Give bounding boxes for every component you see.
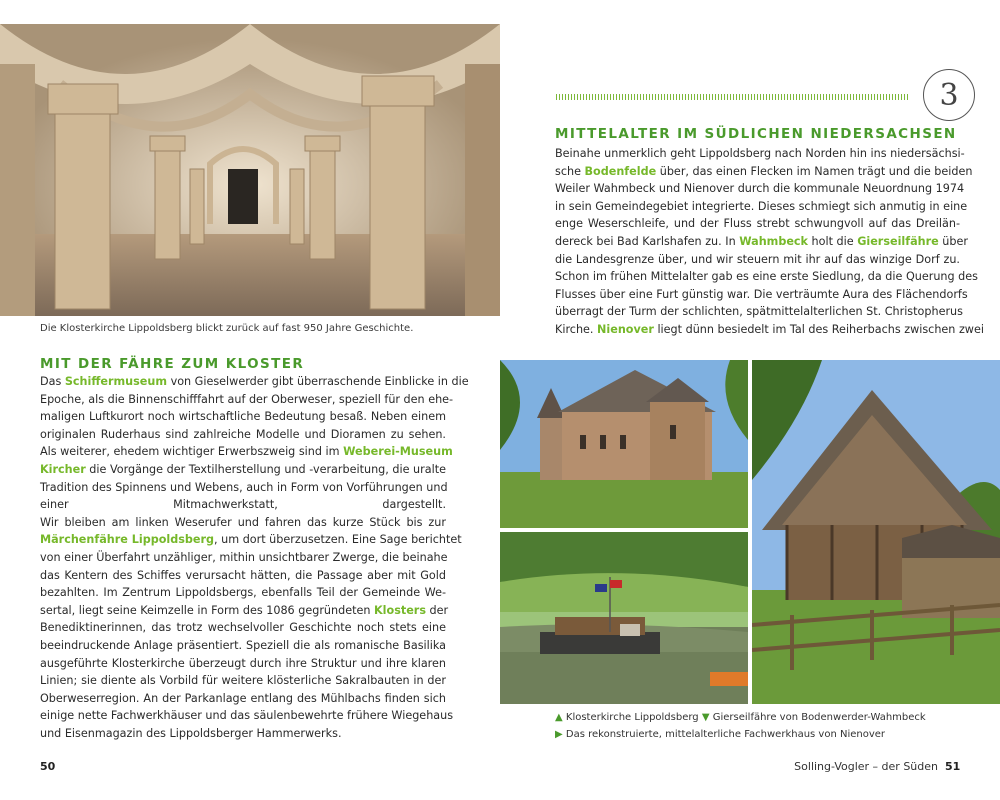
left-body-line [40, 707, 454, 725]
text-run: und Eisenmagazin des Lippoldsberger Hammerwerks. [40, 726, 342, 740]
triangle-down-icon: ▼ [701, 712, 710, 723]
text-run: Benediktinerinnen, das trotz wechselvoller Geschichte noch stets eine [40, 621, 446, 635]
text-run: maligen Luftkurort noch wirtschaftliche Bedeutung besaß. Neben einem [40, 410, 446, 424]
left-body-line [40, 443, 453, 461]
text-run: das Kentern des Schiffes verursacht hätten, die Passage aber mit Gold [40, 568, 446, 582]
text-run: sche [555, 164, 585, 178]
highlighted-place-name: Klosters [374, 603, 426, 617]
photo-caption-top [555, 712, 926, 723]
text-run: Beinahe unmerklich geht Lippoldsberg nach Norden hin ins niedersächsi- [555, 147, 965, 160]
highlighted-place-name: Weberei-Museum [343, 445, 453, 459]
text-run: überragt der Turm der schlichten, spätmittelalterlichen St. Christopherus [555, 305, 963, 319]
text-run: über, das einen Flecken im Namen trägt und die beiden [656, 164, 973, 178]
page-number-left: 50 [40, 760, 56, 773]
right-body-line [555, 268, 978, 286]
text-run: originalen Ruderhaus sind zahlreiche Modelle und Dioramen zu sehen. [40, 427, 446, 441]
text-run: die Vorgänge der Textilherstellung und -verarbeitung, die uralte [85, 462, 446, 476]
dotted-rule [556, 94, 908, 100]
right-body-line [555, 233, 968, 251]
left-body-line [40, 531, 462, 549]
highlighted-place-name: Kircher [40, 462, 86, 476]
church-photo [500, 360, 748, 528]
left-body-line [40, 725, 446, 743]
text-run: holt die [808, 234, 858, 248]
left-body-line [40, 690, 446, 708]
left-body-line [40, 461, 446, 479]
right-body-line [555, 215, 960, 233]
left-body-line [40, 408, 446, 426]
left-body-line [40, 373, 469, 391]
left-body-line [40, 391, 454, 409]
triangle-right-icon: ▶ [555, 729, 563, 740]
left-body-line [40, 602, 449, 620]
left-body-line [40, 584, 446, 602]
photo-caption-bottom [555, 729, 885, 740]
caption-church: Klosterkirche Lippoldsberg [565, 712, 699, 723]
right-body-line [555, 163, 973, 181]
left-body-text [40, 373, 469, 742]
triangle-up-icon: ▲ [555, 712, 563, 723]
left-body-line [40, 567, 446, 585]
right-body-line [555, 321, 984, 339]
text-run: Als weiterer, ehedem wichtiger Erwerbszweig sind im [40, 445, 344, 459]
crypt-photo [0, 24, 500, 316]
text-run: dereck bei Bad Karlshafen zu. In [555, 234, 740, 248]
text-run: beeindruckende Anlage präsentiert. Speziell die als romanische Basilika [40, 638, 446, 652]
section-heading-medieval: MITTELALTER IM SÜDLICHEN NIEDERSACHSEN [555, 126, 957, 142]
highlighted-place-name: Gierseilfähre [857, 234, 939, 248]
text-run: Das [40, 375, 65, 388]
text-run: Oberweserregion. An der Parkanlage entlang des Mühlbachs finden sich [40, 691, 446, 705]
right-body-line [555, 180, 965, 198]
highlighted-place-name: Schiffermuseum [64, 375, 168, 388]
chapter-number-badge: 3 [923, 69, 975, 121]
text-run: sertal, liegt seine Keimzelle in Form des 1086 gegründeten [40, 603, 375, 617]
text-run: Weiler Wahmbeck und Nienover durch die kommunale Neuordnung 1974 [555, 182, 965, 196]
highlighted-place-name: Wahmbeck [739, 234, 808, 248]
caption-ferry: Gierseilfähre von Bodenwerder-Wahmbeck [712, 712, 926, 723]
text-run: Schon im frühen Mittelalter gab es eine erste Siedlung, da die Querung des [555, 270, 978, 284]
text-run: enge Weserschleife, und der Fluss strebt schwungvoll auf das Dreilän- [555, 217, 960, 231]
highlighted-place-name: Nienover [597, 322, 654, 336]
left-body-line [40, 514, 446, 532]
right-body-line [555, 286, 968, 304]
text-run: , um dort überzusetzen. Eine Sage berichtet [214, 533, 462, 547]
page-number-right: 51 [945, 760, 961, 773]
text-run: die Landesgrenze über, und wir steuern mit ihr auf das winzige Dorf zu. [555, 252, 960, 266]
right-body-text [555, 145, 984, 339]
text-run: bezahlten. Im Zentrum Lippoldsbergs, ebenfalls Teil der Gemeinde We- [40, 586, 446, 600]
text-run: einige nette Fachwerkhäuser und das säulenbewehrte frühere Wiegehaus [40, 709, 454, 723]
left-body-line [40, 672, 446, 690]
text-run: einer Mitmachwerkstatt, dargestellt. [40, 498, 446, 512]
left-body-line [40, 637, 446, 655]
highlighted-place-name: Märchenfähre Lippoldsberg [40, 533, 215, 547]
text-run: Tradition des Spinnens und Webens, auch in Form von Vorführungen und [40, 480, 448, 494]
left-body-line [40, 655, 446, 673]
text-run: liegt dünn besiedelt im Tal des Reiherbachs zwischen zwei [653, 322, 984, 336]
right-body-line [555, 198, 968, 216]
text-run: von Gieselwerder gibt überraschende Einblicke in die [167, 375, 469, 388]
right-body-line [555, 145, 965, 163]
left-body-line [40, 496, 446, 514]
crypt-photo-caption: Die Klosterkirche Lippoldsberg blickt zurück auf fast 950 Jahre Geschichte. [40, 323, 414, 334]
ferry-photo [500, 532, 748, 704]
text-run: Wir bleiben am linken Weserufer und fahren das kurze Stück bis zur [40, 515, 446, 529]
text-run: Linien; sie diente als Vorbild für weitere klösterliche Sakralbauten in der [40, 674, 446, 688]
left-body-line [40, 426, 446, 444]
text-run: Flusses über eine Furt günstig war. Die verträumte Aura des Flächendorfs [555, 287, 968, 301]
right-body-line [555, 303, 963, 321]
right-body-line [555, 251, 960, 269]
text-run: von einer Überfahrt unzähliger, mithin unsichtbarer Zwerge, die beinahe [40, 550, 448, 564]
left-body-line [40, 619, 446, 637]
left-body-line [40, 479, 446, 497]
text-run: ausgeführte Klosterkirche überzeugt durch ihre Struktur und ihre klaren [40, 656, 446, 670]
text-run: in sein Gemeindegebiet integrierte. Dieses schmiegt sich anmutig in eine [555, 199, 968, 213]
text-run: der [425, 603, 449, 617]
running-footer-title: Solling-Vogler – der Süden [794, 760, 938, 773]
text-run: Kirche. [555, 322, 598, 336]
caption-timber-house: Das rekonstruierte, mittelalterliche Fachwerkhaus von Nienover [565, 729, 886, 740]
text-run: über [938, 234, 968, 248]
timber-house-photo [752, 360, 1000, 704]
highlighted-place-name: Bodenfelde [584, 164, 657, 178]
left-body-line [40, 549, 446, 567]
section-heading-ferry: MIT DER FÄHRE ZUM KLOSTER [40, 356, 305, 372]
text-run: Epoche, als die Binnenschifffahrt auf der Oberweser, speziell für den ehe- [40, 392, 454, 406]
